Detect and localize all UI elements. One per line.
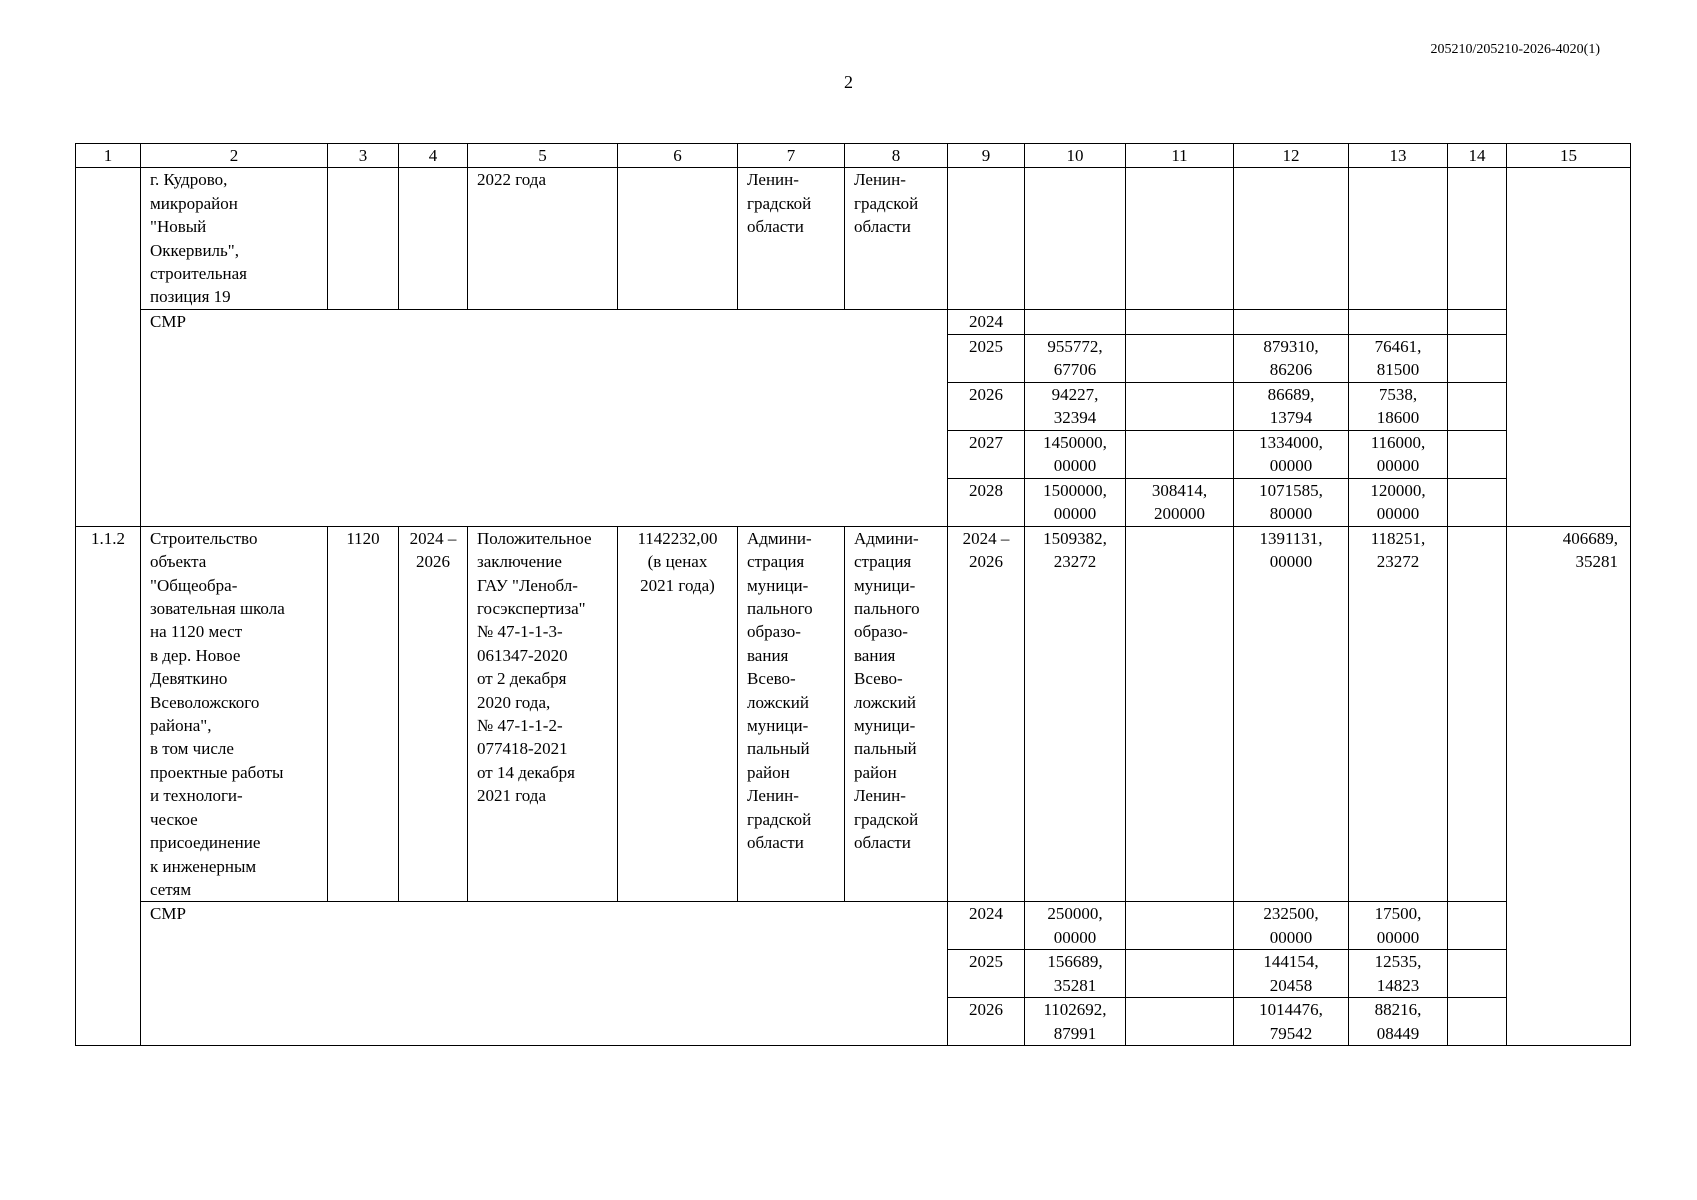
other-cell	[1448, 430, 1507, 478]
local-cell: 116000, 00000	[1349, 430, 1448, 478]
year-cell: 2027	[948, 430, 1025, 478]
total-cell: 94227, 32394	[1025, 382, 1126, 430]
period-cell: 2024 – 2026	[399, 526, 468, 902]
total-cell: 1509382, 23272	[1025, 526, 1126, 902]
document-id: 205210/205210-2026-4020(1)	[1430, 42, 1600, 57]
regional-cell: 1014476, 79542	[1234, 998, 1349, 1046]
total-cell: 156689, 35281	[1025, 950, 1126, 998]
year-cell: 2024	[948, 902, 1025, 950]
header-cell: 6	[618, 144, 738, 168]
customer-cell: Ленин- градской области	[738, 168, 845, 310]
other-cell	[1448, 526, 1507, 902]
year-cell: 2024	[948, 310, 1025, 334]
federal-cell	[1126, 334, 1234, 382]
regional-cell: 1391131, 00000	[1234, 526, 1349, 902]
header-cell: 2	[141, 144, 328, 168]
other-cell	[1448, 168, 1507, 310]
capacity-cell	[328, 168, 399, 310]
header-cell: 1	[76, 144, 141, 168]
header-cell: 8	[845, 144, 948, 168]
year-cell: 2025	[948, 334, 1025, 382]
local-cell	[1349, 310, 1448, 334]
year-cell: 2024 – 2026	[948, 526, 1025, 902]
budget-table	[75, 143, 1631, 1046]
builder-cell: Админи- страция муници- пального образо- вания Всево- ложский муници- пальный район Ленин- градской области	[845, 526, 948, 902]
local-cell: 12535, 14823	[1349, 950, 1448, 998]
regional-cell: 144154, 20458	[1234, 950, 1349, 998]
local-cell: 118251, 23272	[1349, 526, 1448, 902]
row-number-cell: 1.1.2	[76, 526, 141, 1046]
header-cell: 13	[1349, 144, 1448, 168]
total-cell	[1025, 168, 1126, 310]
federal-cell	[1126, 902, 1234, 950]
local-cell	[1349, 168, 1448, 310]
remaining-cell	[1507, 168, 1631, 526]
header-cell: 4	[399, 144, 468, 168]
local-cell: 7538, 18600	[1349, 382, 1448, 430]
table-row	[76, 526, 1631, 902]
cost-cell	[618, 168, 738, 310]
regional-cell	[1234, 168, 1349, 310]
header-cell: 9	[948, 144, 1025, 168]
federal-cell	[1126, 310, 1234, 334]
year-cell: 2028	[948, 478, 1025, 526]
other-cell	[1448, 998, 1507, 1046]
expertise-cell: 2022 года	[468, 168, 618, 310]
row-number-cell	[76, 168, 141, 526]
year-cell: 2025	[948, 950, 1025, 998]
header-cell: 3	[328, 144, 399, 168]
customer-cell: Админи- страция муници- пального образо- вания Всево- ложский муници- пальный район Ленин- градской области	[738, 526, 845, 902]
total-cell	[1025, 310, 1126, 334]
total-cell: 250000, 00000	[1025, 902, 1126, 950]
federal-cell: 308414, 200000	[1126, 478, 1234, 526]
header-cell: 11	[1126, 144, 1234, 168]
total-cell: 1102692, 87991	[1025, 998, 1126, 1046]
total-cell: 1450000, 00000	[1025, 430, 1126, 478]
header-cell: 15	[1507, 144, 1631, 168]
header-cell: 12	[1234, 144, 1349, 168]
local-cell: 76461, 81500	[1349, 334, 1448, 382]
header-cell: 5	[468, 144, 618, 168]
year-cell: 2026	[948, 382, 1025, 430]
header-cell: 14	[1448, 144, 1507, 168]
other-cell	[1448, 310, 1507, 334]
federal-cell	[1126, 382, 1234, 430]
table-row	[76, 310, 1631, 334]
regional-cell: 232500, 00000	[1234, 902, 1349, 950]
total-cell: 955772, 67706	[1025, 334, 1126, 382]
capacity-cell: 1120	[328, 526, 399, 902]
regional-cell: 1334000, 00000	[1234, 430, 1349, 478]
period-cell	[399, 168, 468, 310]
object-name-cell: Строительство объекта "Общеобра- зовательная школа на 1120 мест в дер. Новое Девяткино Всеволожского района", в том числе проектные работы и технологи- ческое присоединение к инженерным сетям	[141, 526, 328, 902]
local-cell: 17500, 00000	[1349, 902, 1448, 950]
federal-cell	[1126, 950, 1234, 998]
regional-cell: 879310, 86206	[1234, 334, 1349, 382]
other-cell	[1448, 902, 1507, 950]
year-cell	[948, 168, 1025, 310]
other-cell	[1448, 382, 1507, 430]
federal-cell	[1126, 998, 1234, 1046]
federal-cell	[1126, 168, 1234, 310]
local-cell: 88216, 08449	[1349, 998, 1448, 1046]
remaining-cell: 406689, 35281	[1507, 526, 1631, 1046]
header-cell: 10	[1025, 144, 1126, 168]
smr-label-cell: СМР	[141, 310, 948, 526]
cost-cell: 1142232,00 (в ценах 2021 года)	[618, 526, 738, 902]
other-cell	[1448, 478, 1507, 526]
regional-cell: 1071585, 80000	[1234, 478, 1349, 526]
federal-cell	[1126, 430, 1234, 478]
header-cell: 7	[738, 144, 845, 168]
local-cell: 120000, 00000	[1349, 478, 1448, 526]
regional-cell: 86689, 13794	[1234, 382, 1349, 430]
other-cell	[1448, 334, 1507, 382]
table-row	[76, 168, 1631, 310]
table-row	[76, 902, 1631, 950]
expertise-cell: Положительное заключение ГАУ "Ленобл- госэкспертиза" № 47-1-1-3- 061347-2020 от 2 декабря 2020 года, № 47-1-1-2- 077418-2021 от 14 декабря 2021 года	[468, 526, 618, 902]
table-header-row	[76, 144, 1631, 168]
smr-label-cell: СМР	[141, 902, 948, 1046]
object-name-cell: г. Кудрово, микрорайон "Новый Оккервиль", строительная позиция 19	[141, 168, 328, 310]
federal-cell	[1126, 526, 1234, 902]
builder-cell: Ленин- градской области	[845, 168, 948, 310]
page-number: 2	[844, 72, 853, 92]
year-cell: 2026	[948, 998, 1025, 1046]
total-cell: 1500000, 00000	[1025, 478, 1126, 526]
other-cell	[1448, 950, 1507, 998]
regional-cell	[1234, 310, 1349, 334]
